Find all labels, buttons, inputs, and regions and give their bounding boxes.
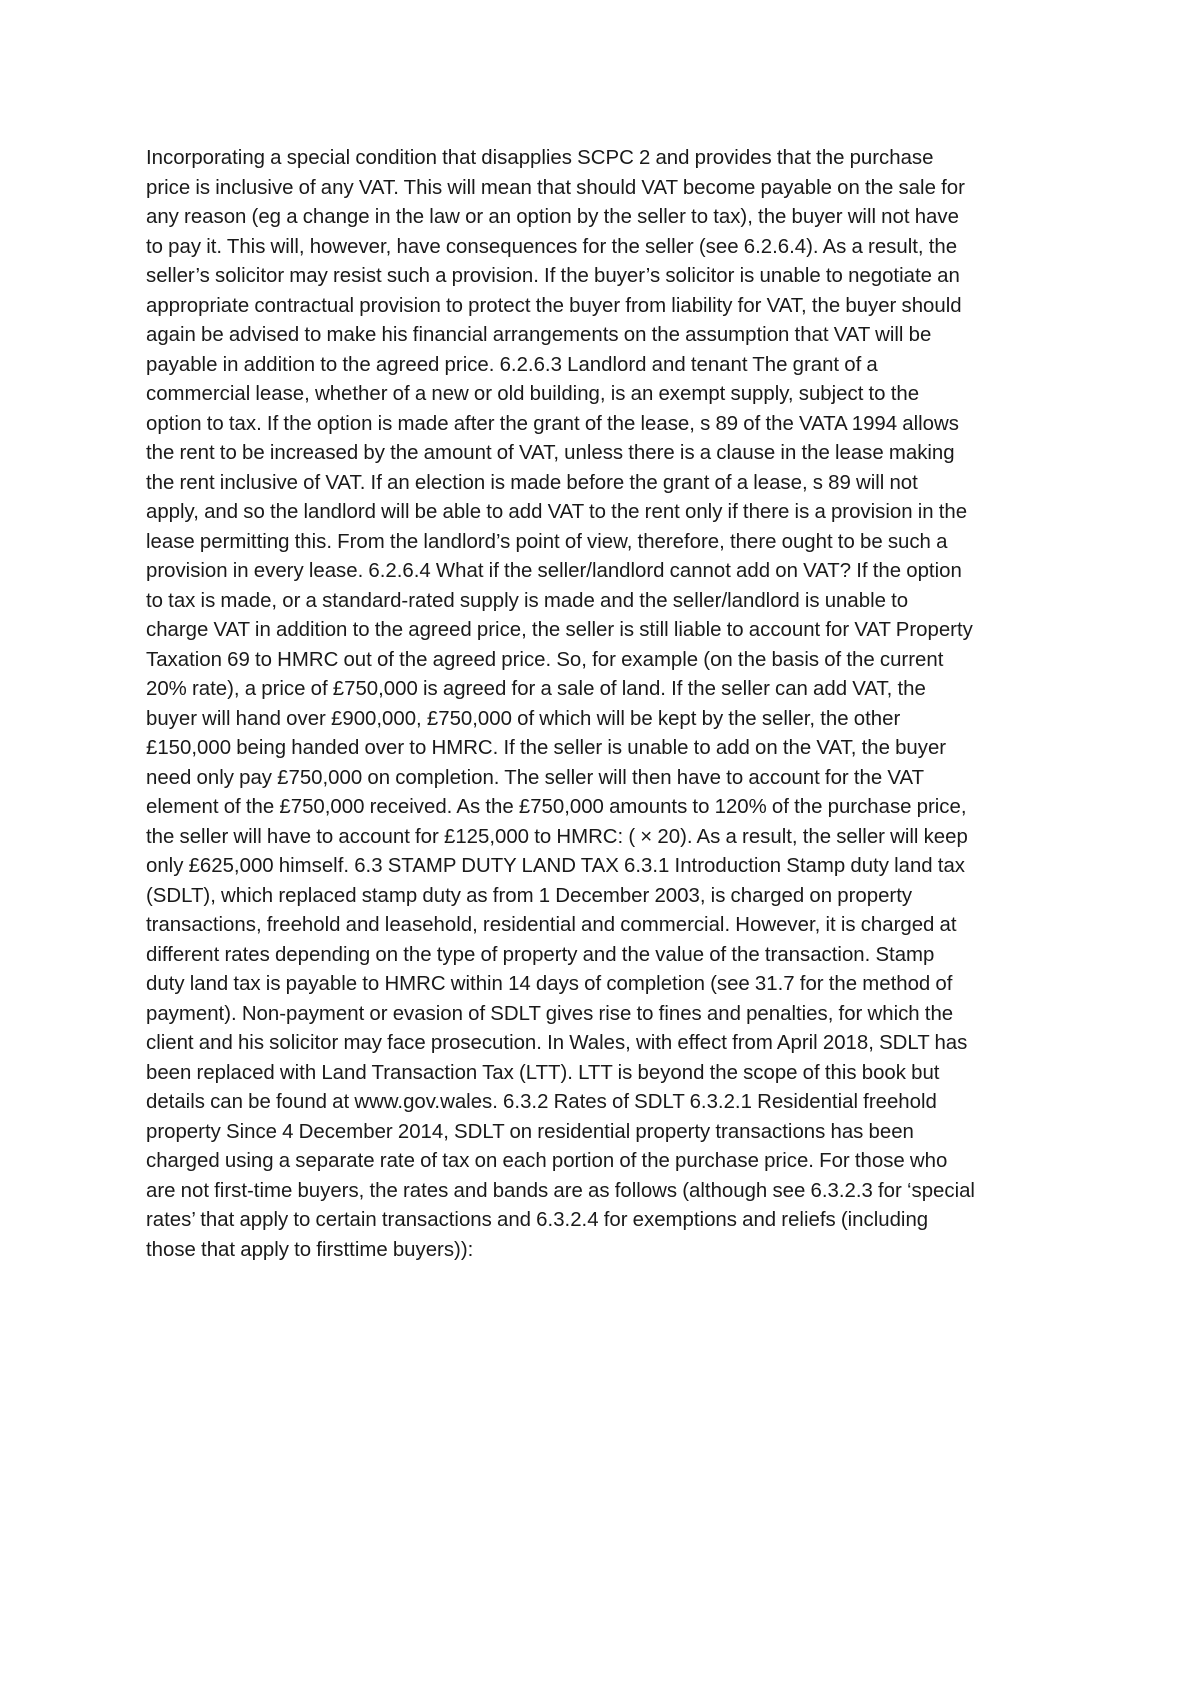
- text-line: different rates depending on the type of property and the value of the transaction. Stamp: [146, 943, 935, 966]
- text-line: 20% rate), a price of £750,000 is agreed for a sale of land. If the seller can add VAT, the: [146, 678, 926, 700]
- text-line: buyer will hand over £900,000, £750,000 of which will be kept by the seller, the other: [146, 707, 901, 730]
- text-line: again be advised to make his financial arrangements on the assumption that VAT will be: [146, 324, 932, 346]
- text-line: rates’ that apply to certain transactions and 6.3.2.4 for exemptions and reliefs (including: [146, 1209, 929, 1231]
- text-line: £150,000 being handed over to HMRC. If the seller is unable to add on the VAT, the buyer: [146, 737, 947, 759]
- text-line: details can be found at www.gov.wales. 6.3.2 Rates of SDLT 6.3.2.1 Residential freehold: [146, 1091, 937, 1113]
- text-line: the rent inclusive of VAT. If an election is made before the grant of a lease, s 89 will not: [146, 471, 918, 494]
- text-line: client and his solicitor may face prosecution. In Wales, with effect from April 2018, SDLT has: [146, 1032, 968, 1054]
- text-line: are not first-time buyers, the rates and bands are as follows (although see 6.3.2.3 for ‘special: [146, 1179, 975, 1202]
- text-line: the seller will have to account for £125,000 to HMRC: ( × 20). As a result, the seller will keep: [146, 825, 968, 848]
- text-line: to tax is made, or a standard-rated supply is made and the seller/landlord is unable to: [146, 589, 909, 612]
- text-line: Taxation 69 to HMRC out of the agreed price. So, for example (on the basis of the current: [146, 648, 944, 671]
- text-line: to pay it. This will, however, have consequences for the seller (see 6.2.6.4). As a result, the: [146, 235, 958, 258]
- text-line: charge VAT in addition to the agreed price, the seller is still liable to account for VAT Property: [146, 619, 973, 641]
- text-line: element of the £750,000 received. As the £750,000 amounts to 120% of the purchase price,: [146, 796, 967, 818]
- text-line: duty land tax is payable to HMRC within 14 days of completion (see 31.7 for the method of: [146, 973, 953, 995]
- text-line: price is inclusive of any VAT. This will mean that should VAT become payable on the sale for: [146, 176, 965, 199]
- text-line: seller’s solicitor may resist such a provision. If the buyer’s solicitor is unable to negotiate an: [146, 265, 960, 287]
- text-line: appropriate contractual provision to protect the buyer from liability for VAT, the buyer should: [146, 294, 962, 317]
- text-line: only £625,000 himself. 6.3 STAMP DUTY LAND TAX 6.3.1 Introduction Stamp duty land tax: [146, 855, 965, 877]
- text-line: the rent to be increased by the amount of VAT, unless there is a clause in the lease making: [146, 442, 955, 464]
- text-line: Incorporating a special condition that disapplies SCPC 2 and provides that the purchase: [146, 147, 934, 169]
- text-line: option to tax. If the option is made after the grant of the lease, s 89 of the VATA 1994 allows: [146, 412, 959, 435]
- text-line: commercial lease, whether of a new or old building, is an exempt supply, subject to the: [146, 383, 920, 405]
- text-line: lease permitting this. From the landlord’s point of view, therefore, there ought to be such a: [146, 530, 948, 553]
- text-line: payable in addition to the agreed price. 6.2.6.3 Landlord and tenant The grant of a: [146, 353, 878, 376]
- text-line: been replaced with Land Transaction Tax (LTT). LTT is beyond the scope of this book but: [146, 1061, 940, 1084]
- text-line: transactions, freehold and leasehold, residential and commercial. However, it is charged at: [146, 914, 957, 936]
- text-line: need only pay £750,000 on completion. The seller will then have to account for the VAT: [146, 766, 925, 789]
- text-line: any reason (eg a change in the law or an option by the seller to tax), the buyer will not have: [146, 206, 959, 228]
- text-line: payment). Non-payment or evasion of SDLT gives rise to fines and penalties, for which the: [146, 1002, 954, 1025]
- text-line: charged using a separate rate of tax on each portion of the purchase price. For those who: [146, 1150, 948, 1172]
- text-line: those that apply to firsttime buyers)):: [146, 1238, 474, 1261]
- text-line: (SDLT), which replaced stamp duty as from 1 December 2003, is charged on property: [146, 884, 913, 907]
- body-text: [146, 144, 1076, 1265]
- text-line: property Since 4 December 2014, SDLT on residential property transactions has been: [146, 1120, 914, 1143]
- text-line: provision in every lease. 6.2.6.4 What if the seller/landlord cannot add on VAT? If the option: [146, 560, 962, 582]
- text-line: apply, and so the landlord will be able to add VAT to the rent only if there is a provision in the: [146, 501, 968, 523]
